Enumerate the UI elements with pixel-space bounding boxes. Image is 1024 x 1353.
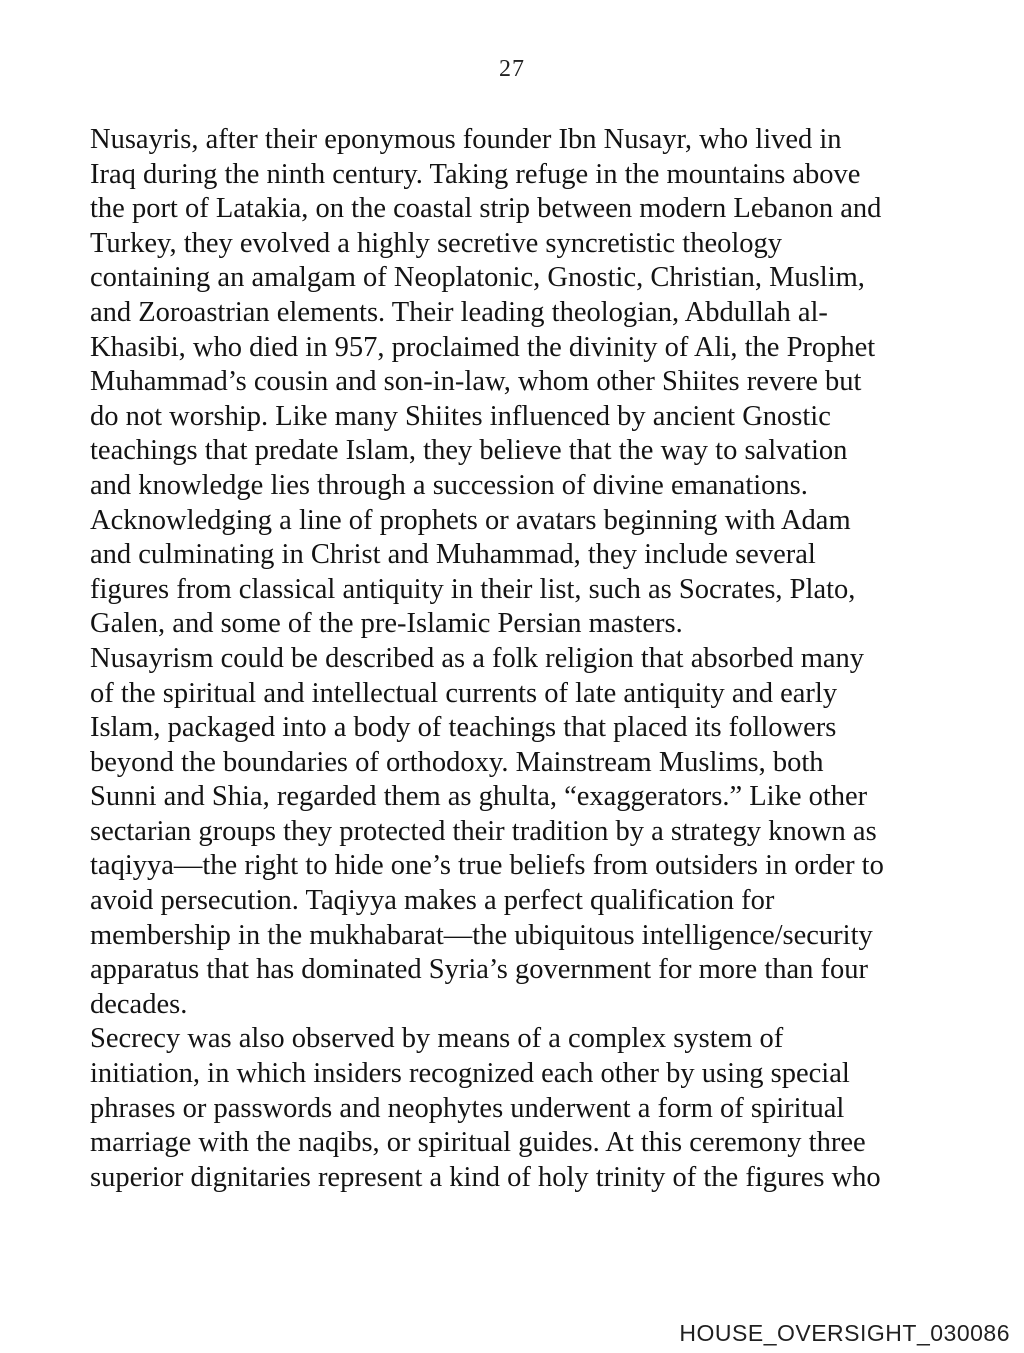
text-line: containing an amalgam of Neoplatonic, Gnostic, Christian, Muslim, — [90, 262, 865, 294]
text-line: avoid persecution. Taqiyya makes a perfect qualification for — [90, 885, 775, 917]
text-line: Acknowledging a line of prophets or avatars beginning with Adam — [90, 504, 851, 536]
page-number: 27 — [499, 56, 525, 82]
text-line: taqiyya—the right to hide one’s true beliefs from outsiders in order to — [90, 850, 884, 882]
text-line: Nusayris, after their eponymous founder Ibn Nusayr, who lived in — [90, 124, 842, 155]
text-line: the port of Latakia, on the coastal strip between modern Lebanon and — [90, 193, 882, 225]
text-line: initiation, in which insiders recognized each other by using special — [90, 1058, 850, 1090]
text-line: and knowledge lies through a succession of divine emanations. — [90, 469, 808, 501]
text-line: Turkey, they evolved a highly secretive syncretistic theology — [90, 227, 783, 259]
text-line: of the spiritual and intellectual currents of late antiquity and early — [90, 677, 838, 709]
text-line: Islam, packaged into a body of teachings that placed its followers — [90, 712, 837, 744]
bates-stamp: HOUSE_OVERSIGHT_030086 — [679, 1320, 1010, 1346]
text-line: teachings that predate Islam, they believe that the way to salvation — [90, 435, 848, 467]
text-line: superior dignitaries represent a kind of holy trinity of the figures who — [90, 1161, 881, 1193]
text-line: Nusayrism could be described as a folk religion that absorbed many — [90, 642, 865, 674]
text-line: Khasibi, who died in 957, proclaimed the divinity of Ali, the Prophet — [90, 331, 876, 363]
text-line: figures from classical antiquity in their list, such as Socrates, Plato, — [90, 573, 856, 605]
text-line: Secrecy was also observed by means of a complex system of — [90, 1023, 784, 1055]
text-line: Iraq during the ninth century. Taking refuge in the mountains above — [90, 158, 861, 190]
body-text — [90, 123, 950, 1195]
text-line: sectarian groups they protected their tradition by a strategy known as — [90, 815, 877, 847]
text-line: beyond the boundaries of orthodoxy. Mainstream Muslims, both — [90, 746, 824, 778]
text-line: do not worship. Like many Shiites influenced by ancient Gnostic — [90, 400, 831, 432]
text-line: decades. — [90, 988, 188, 1020]
text-line: and culminating in Christ and Muhammad, they include several — [90, 539, 816, 571]
text-line: apparatus that has dominated Syria’s government for more than four — [90, 954, 868, 986]
text-line: Muhammad’s cousin and son-in-law, whom other Shiites revere but — [90, 366, 862, 398]
text-line: phrases or passwords and neophytes underwent a form of spiritual — [90, 1092, 845, 1124]
text-line: marriage with the naqibs, or spiritual guides. At this ceremony three — [90, 1127, 866, 1159]
text-line: Galen, and some of the pre-Islamic Persian masters. — [90, 608, 683, 640]
text-line: membership in the mukhabarat—the ubiquitous intelligence/security — [90, 919, 873, 951]
text-line: Sunni and Shia, regarded them as ghulta, “exaggerators.” Like other — [90, 781, 868, 813]
text-line: and Zoroastrian elements. Their leading theologian, Abdullah al- — [90, 296, 828, 328]
